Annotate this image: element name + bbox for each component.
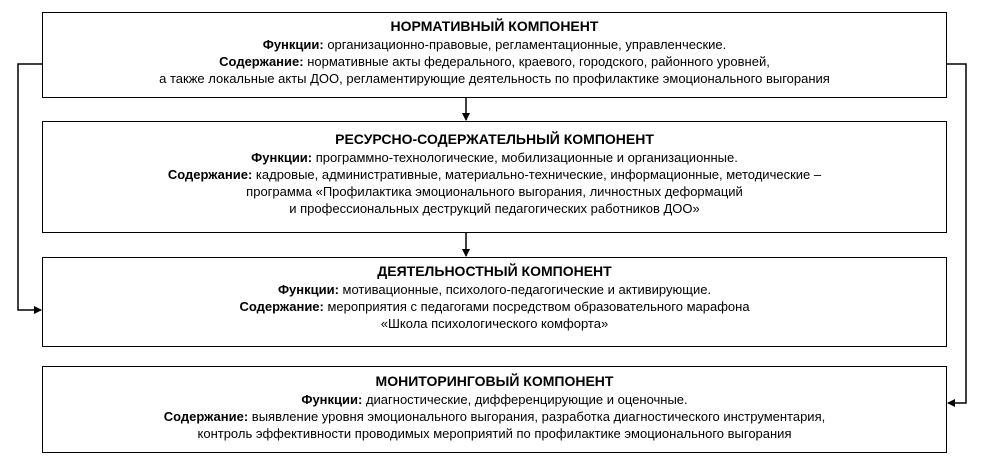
content-label: Содержание: [163,409,249,424]
content-label: Содержание: [239,299,324,314]
content-line [43,53,946,70]
content-line: программа «Профилактика эмоционального выгорания, личностных деформаций [246,184,743,199]
content-text: кадровые, административные, материально-технические, информационные, методические – [252,167,822,182]
functions-text: организационно-правовые, регламентационные, управленческие. [323,37,727,52]
functions-line [43,281,946,298]
content-line [43,166,946,183]
content-line: и профессиональных деструкций педагогических работников ДОО» [289,201,700,216]
content-line [43,298,946,315]
monitoring-component-box [42,366,947,453]
functions-text: программно-технологические, мобилизационные и организационные. [312,150,738,165]
functions-label: Функции: [262,37,324,52]
content-label: Содержание: [167,167,253,182]
content-label: Содержание: [219,54,304,69]
content-text: мероприятия с педагогами посредством образовательного марафона [323,299,750,314]
functions-text: мотивационные, психолого-педагогические и активирующие. [338,282,712,297]
resource-content-component-box [42,121,947,233]
activity-component-box [42,257,947,347]
content-line: контроль эффективности проводимых мероприятий по профилактике эмоционального выгорания [197,426,792,441]
content-text: нормативные акты федерального, краевого, городского, районного уровней, [303,54,770,69]
content-text: выявление уровня эмоционального выгорания, разработка диагностического инструментария, [248,409,826,424]
box-title: ДЕЯТЕЛЬНОСТНЫЙ КОМПОНЕНТ [377,263,612,279]
content-line [43,408,946,425]
functions-line [43,149,946,166]
box-title: РЕСУРСНО-СОДЕРЖАТЕЛЬНЫЙ КОМПОНЕНТ [335,131,654,147]
functions-line [43,36,946,53]
functions-text: диагностические, дифференцирующие и оценочные. [362,392,688,407]
functions-label: Функции: [251,150,313,165]
normative-component-box [42,12,947,98]
content-line: «Школа психологического комфорта» [380,316,609,331]
functions-label: Функции: [301,392,363,407]
functions-label: Функции: [277,282,339,297]
arrow-1-to-4-right [935,64,966,403]
functions-line [43,391,946,408]
box-title: НОРМАТИВНЫЙ КОМПОНЕНТ [390,18,599,34]
content-line: а также локальные акты ДОО, регламентирующие деятельность по профилактике эмоционального выгорания [159,71,830,86]
box-title: МОНИТОРИНГОВЫЙ КОМПОНЕНТ [375,373,614,389]
arrow-1-to-3-left [18,64,42,310]
